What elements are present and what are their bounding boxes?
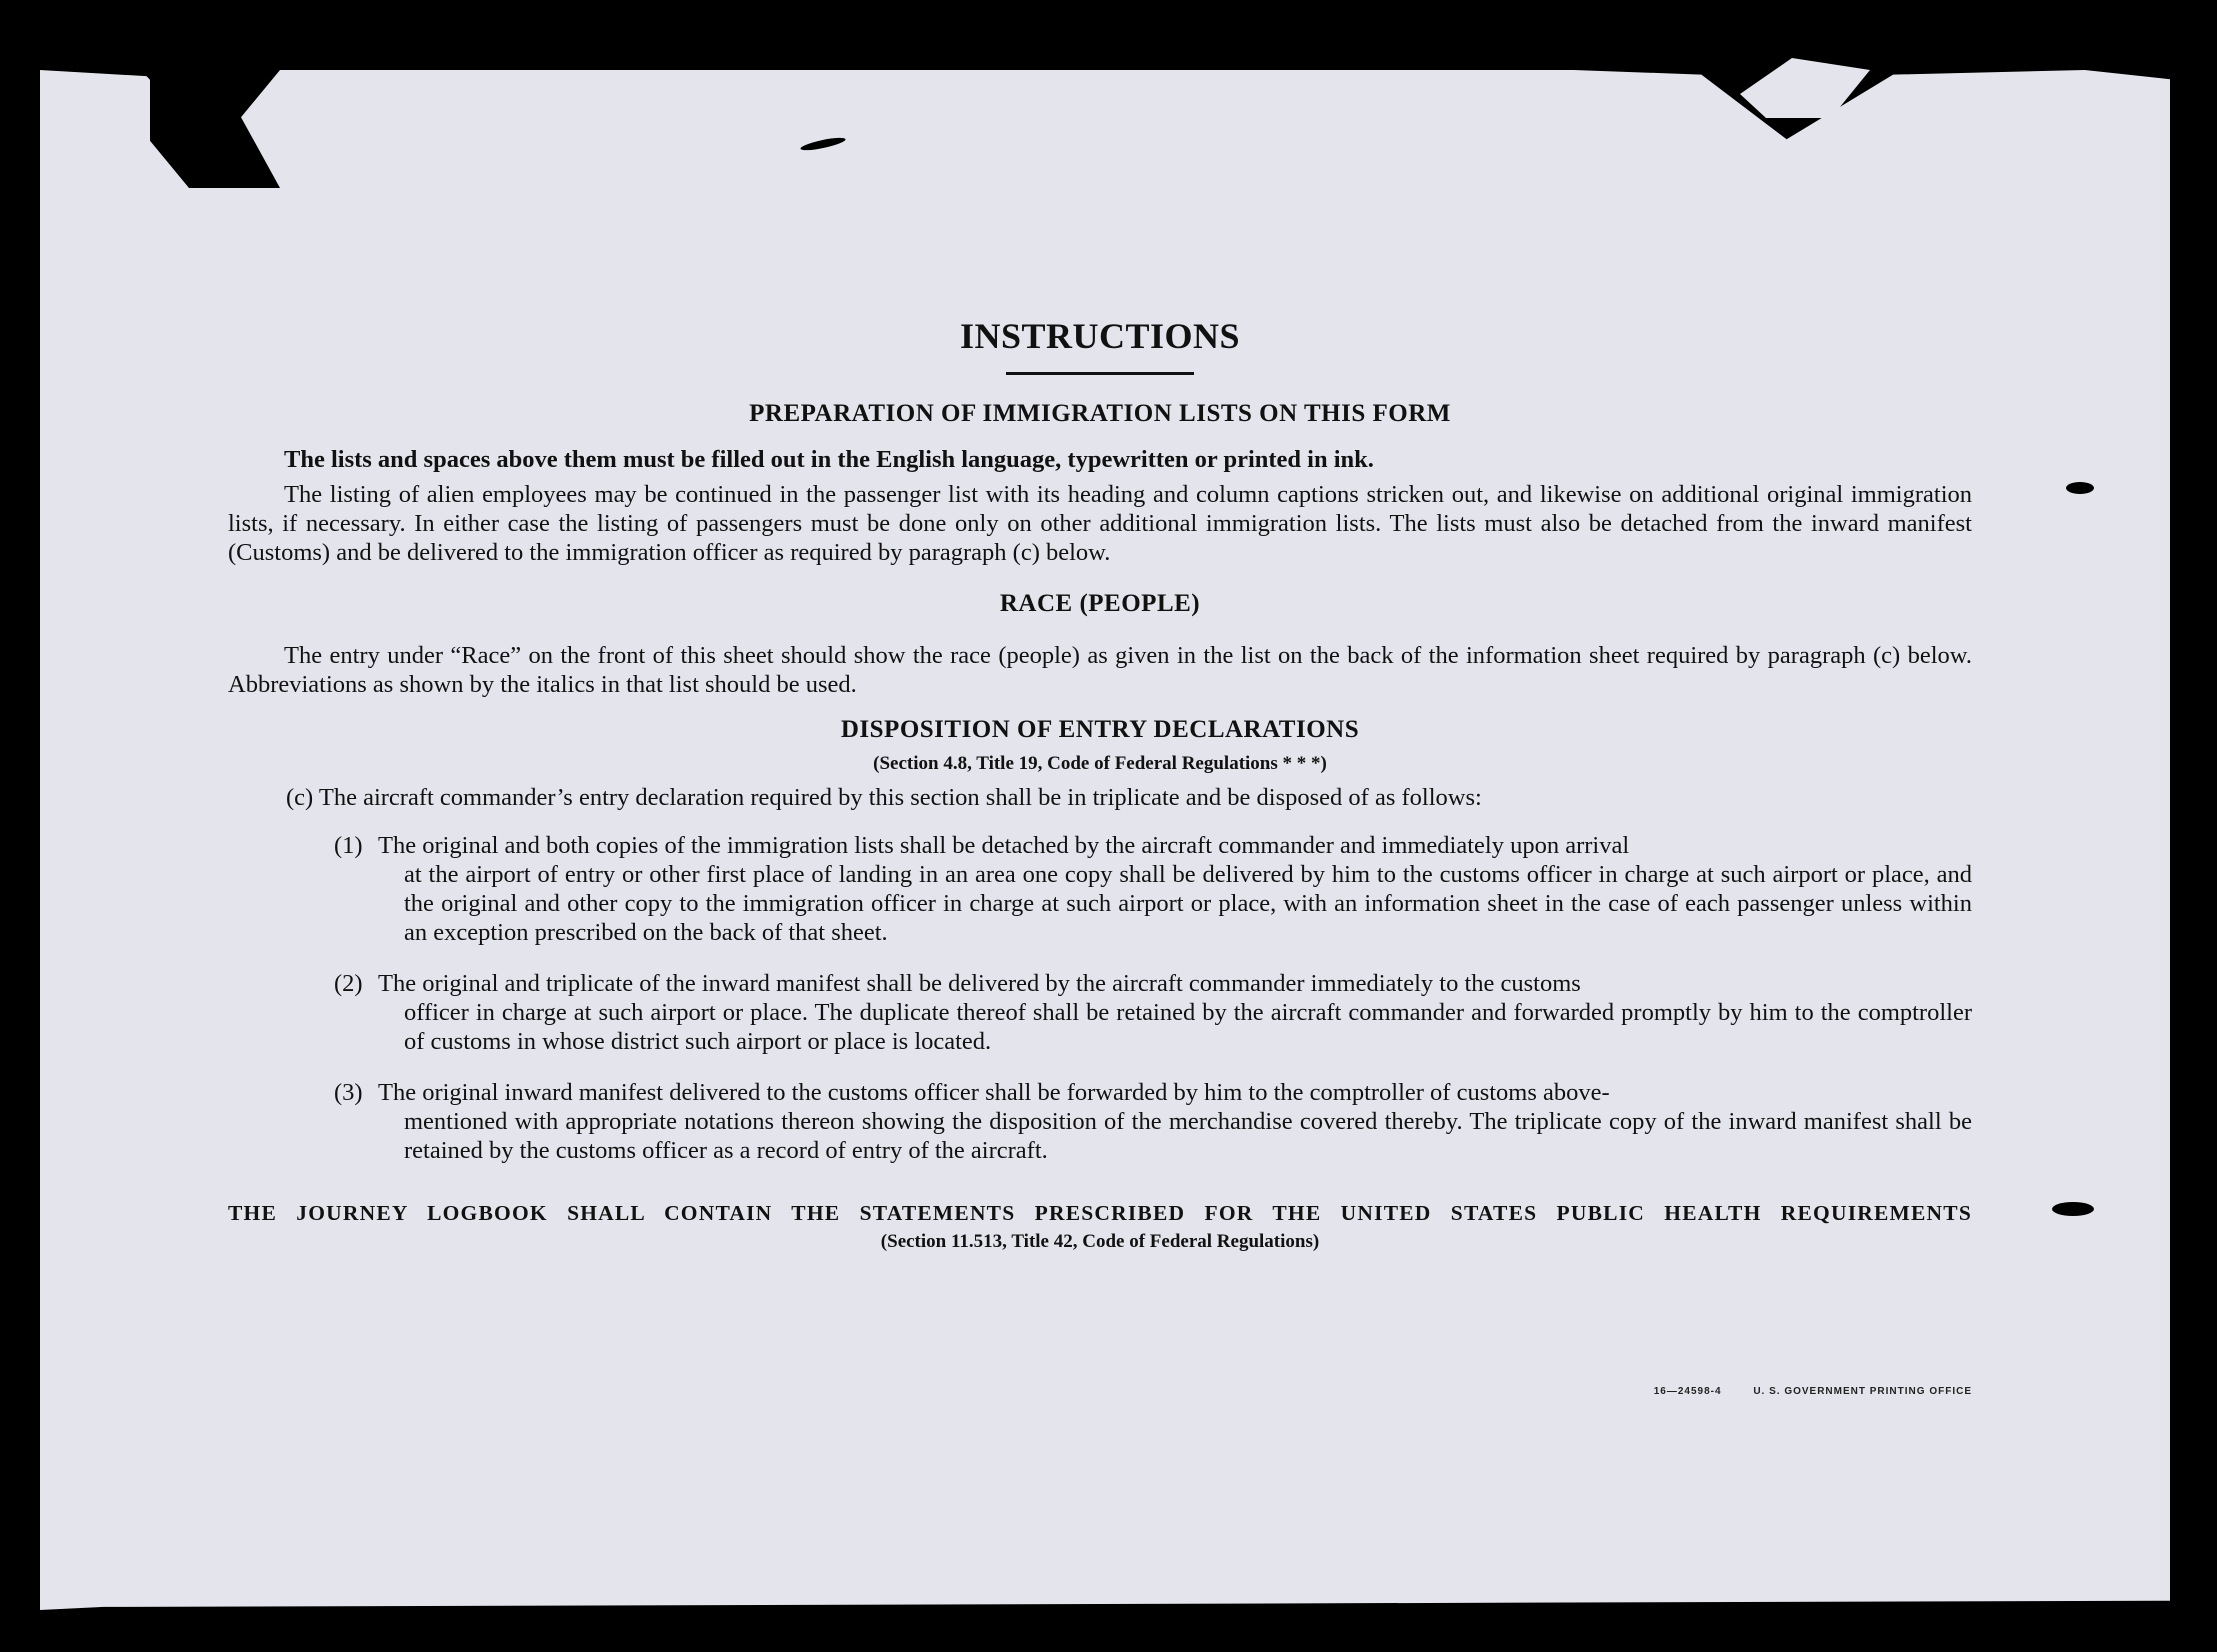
disposition-citation: (Section 4.8, Title 19, Code of Federal Regulations * * *) (873, 753, 1327, 774)
item-continuation: at the airport of entry or other first place of landing in an area one copy shall be delivered by him to the customs officer in charge at such airport or place, and the original and other copy to the immigration officer in charge at such airport or place, with an information sheet in the case of each passenger unless within an exception prescribed on the back of that sheet. (404, 861, 1972, 946)
item-continuation: mentioned with appropriate notations thereon showing the disposition of the merchandise covered thereby. The triplicate copy of the inward manifest shall be retained by the customs officer as a record of entry of the aircraft. (404, 1108, 1972, 1164)
race-heading: RACE (PEOPLE) (999, 590, 1201, 617)
disposition-item-2 (334, 969, 1972, 1056)
paragraph-c-intro: (c) The aircraft commander’s entry declaration required by this section shall be in triplicate and be disposed of as follows: (286, 784, 1482, 811)
item-first-line: The original and triplicate of the inward manifest shall be delivered by the aircraft commander immediately to the customs (378, 970, 1581, 997)
preparation-paragraph-1: The lists and spaces above them must be filled out in the English language, typewritten or printed in ink. (284, 446, 1374, 473)
form-number: 16—24598-4 (1653, 1386, 1722, 1397)
document-title: INSTRUCTIONS (959, 316, 1241, 356)
ink-mark-right-upper (2066, 482, 2094, 494)
preparation-heading: PREPARATION OF IMMIGRATION LISTS ON THIS FORM (749, 400, 1451, 427)
item-first-line: The original and both copies of the immigration lists shall be detached by the aircraft commander and immediately upon arrival (378, 832, 1630, 859)
disposition-heading: DISPOSITION OF ENTRY DECLARATIONS (840, 716, 1360, 743)
ink-mark-right-lower (2052, 1202, 2094, 1216)
item-number: (2) (334, 970, 363, 997)
printer-imprint (1654, 1386, 1972, 1397)
item-continuation: officer in charge at such airport or place. The duplicate thereof shall be retained by the aircraft commander and forwarded promptly by him to the comptroller of customs in whose district such airport or place is located. (404, 999, 1972, 1055)
preparation-paragraph-2: The listing of alien employees may be continued in the passenger list with its heading and column captions stricken out, and likewise on additional original immigration lists, if necessary. In either case the listing of passengers must be done only on other additional immigration lists. The lists must also be detached from the inward manifest (Customs) and be delivered to the immigration officer as required by paragraph (c) below. (228, 481, 1972, 566)
disposition-item-3 (334, 1078, 1972, 1165)
printer-name: U. S. GOVERNMENT PRINTING OFFICE (1753, 1386, 1972, 1397)
title-underline (1006, 372, 1194, 375)
race-paragraph: The entry under “Race” on the front of this sheet should show the race (people) as given in the list on the back of the information sheet required by paragraph (c) below. Abbreviations as shown by the italics in that list should be used. (228, 642, 1972, 698)
disposition-item-1 (334, 831, 1972, 947)
item-number: (3) (334, 1079, 363, 1106)
item-first-line: The original inward manifest delivered to the customs officer shall be forwarded by him to the comptroller of customs above- (378, 1079, 1610, 1106)
logbook-citation: (Section 11.513, Title 42, Code of Federal Regulations) (880, 1231, 1320, 1252)
item-number: (1) (334, 832, 363, 859)
logbook-statement: THE JOURNEY LOGBOOK SHALL CONTAIN THE STATEMENTS PRESCRIBED FOR THE UNITED STATES PUBLIC HEALTH REQUIREMENTS (228, 1201, 1972, 1225)
instructions-content (228, 312, 1972, 1397)
